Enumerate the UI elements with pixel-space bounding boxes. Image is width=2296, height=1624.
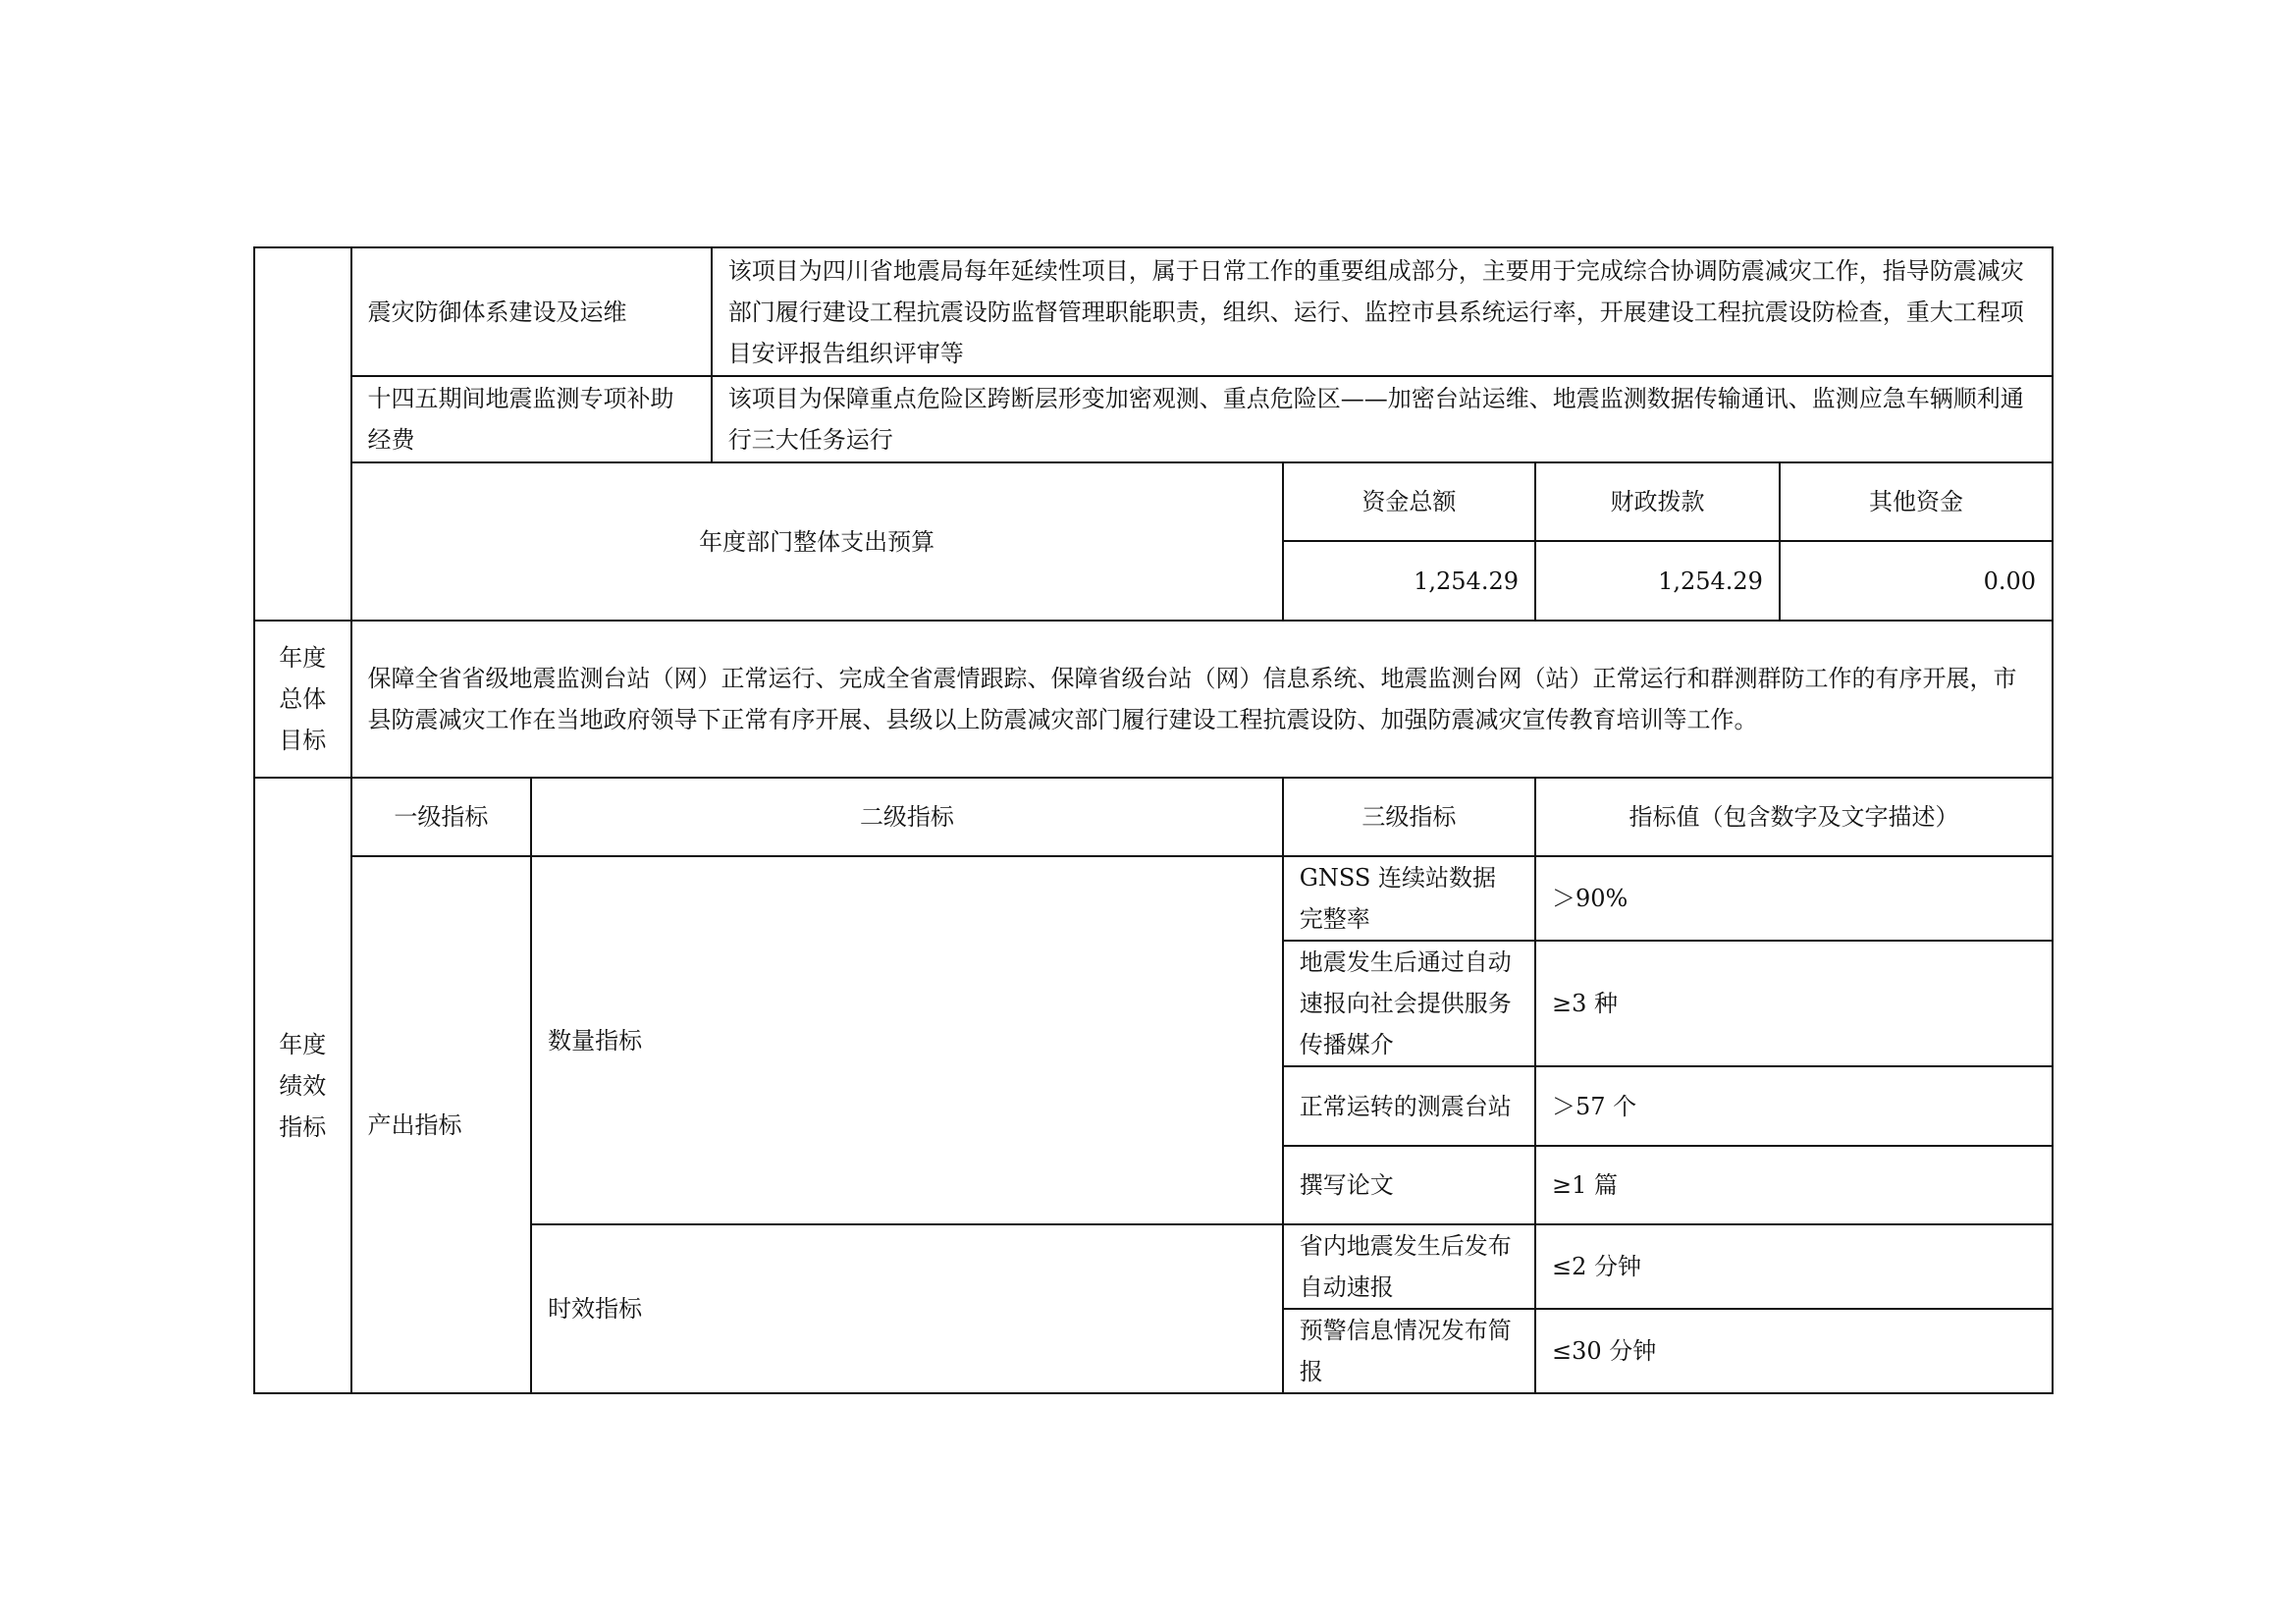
project-description: 该项目为保障重点危险区跨断层形变加密观测、重点危险区——加密台站运维、地震监测数据传输通讯、监测应急车辆顺利通行三大任务运行: [712, 376, 2053, 462]
performance-header-row: [254, 778, 2053, 856]
budget-value-fiscal: 1,254.29: [1535, 541, 1780, 621]
indicator-row: [254, 856, 2053, 941]
header-level1: 一级指标: [351, 778, 532, 856]
budget-value-total: 1,254.29: [1283, 541, 1535, 621]
project-name: 震灾防御体系建设及运维: [351, 247, 712, 376]
level3-indicator: 预警信息情况发布简报: [1283, 1309, 1535, 1393]
header-level3: 三级指标: [1283, 778, 1535, 856]
level2-indicator: 时效指标: [531, 1224, 1283, 1393]
indicator-value: ≤2 分钟: [1535, 1224, 2053, 1309]
budget-header-row: [254, 462, 2053, 541]
indicator-value: ≥1 篇: [1535, 1146, 2053, 1224]
indicator-value: ≤30 分钟: [1535, 1309, 2053, 1393]
level3-indicator: 地震发生后通过自动速报向社会提供服务传播媒介: [1283, 941, 1535, 1066]
level3-indicator: 省内地震发生后发布自动速报: [1283, 1224, 1535, 1309]
level3-indicator: 正常运转的测震台站: [1283, 1066, 1535, 1146]
budget-performance-table: [253, 246, 2054, 1394]
indicator-value: ≥3 种: [1535, 941, 2053, 1066]
level2-indicator: 数量指标: [531, 856, 1283, 1224]
project-row: [254, 247, 2053, 376]
overall-goal-text: 保障全省省级地震监测台站（网）正常运行、完成全省震情跟踪、保障省级台站（网）信息系统、地震监测台网（站）正常运行和群测群防工作的有序开展，市县防震减灾工作在当地政府领导下正常有序开展、县级以上防震减灾部门履行建设工程抗震设防、加强防震减灾宣传教育培训等工作。: [351, 621, 2053, 778]
overall-goal-row: [254, 621, 2053, 778]
project-row: [254, 376, 2053, 462]
project-description: 该项目为四川省地震局每年延续性项目，属于日常工作的重要组成部分，主要用于完成综合协调防震减灾工作，指导防震减灾部门履行建设工程抗震设防监督管理职能职责，组织、运行、监控市县系统运行率，开展建设工程抗震设防检查，重大工程项目安评报告组织评审等: [712, 247, 2053, 376]
level3-indicator: GNSS 连续站数据完整率: [1283, 856, 1535, 941]
header-value: 指标值（包含数字及文字描述）: [1535, 778, 2053, 856]
budget-header-other: 其他资金: [1780, 462, 2053, 541]
budget-header-fiscal: 财政拨款: [1535, 462, 1780, 541]
budget-label: 年度部门整体支出预算: [351, 462, 1283, 621]
indicator-value: ＞57 个: [1535, 1066, 2053, 1146]
level3-indicator: 撰写论文: [1283, 1146, 1535, 1224]
header-level2: 二级指标: [531, 778, 1283, 856]
project-name: 十四五期间地震监测专项补助经费: [351, 376, 712, 462]
level1-indicator: 产出指标: [351, 856, 532, 1393]
budget-header-total: 资金总额: [1283, 462, 1535, 541]
budget-value-other: 0.00: [1780, 541, 2053, 621]
overall-goal-label: 年度 总体 目标: [254, 621, 351, 778]
indicator-value: ＞90%: [1535, 856, 2053, 941]
performance-label: 年度 绩效 指标: [254, 778, 351, 1393]
left-label-blank: [254, 247, 351, 621]
